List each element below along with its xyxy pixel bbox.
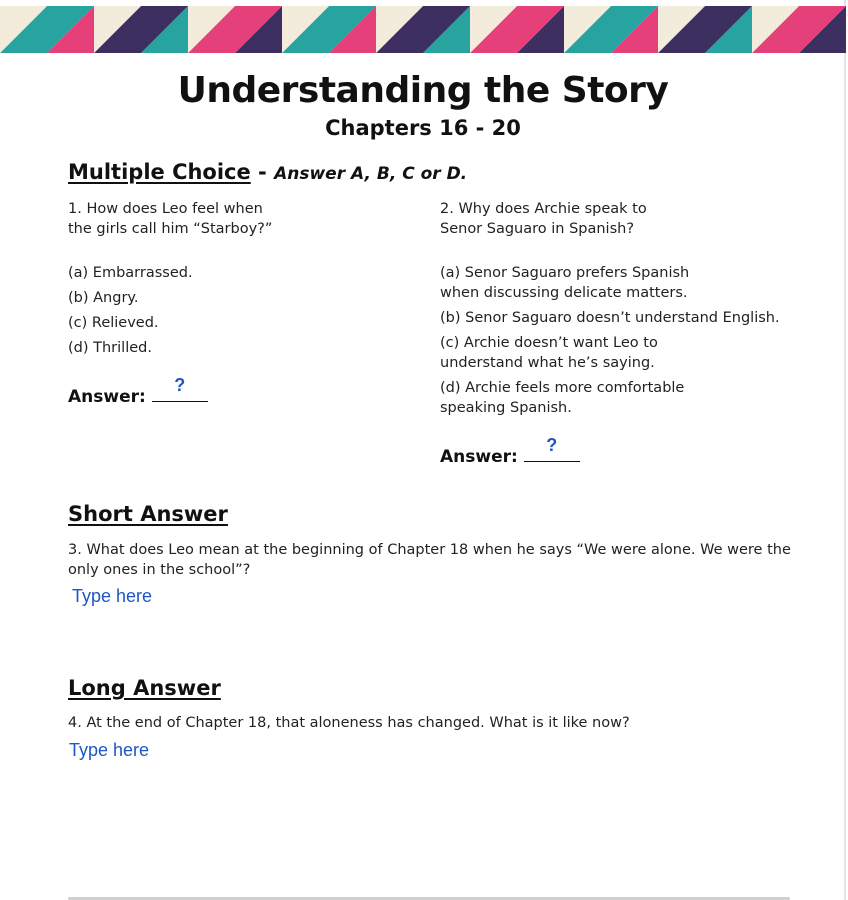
short-answer-input[interactable]: Type here bbox=[72, 586, 153, 606]
page-title: Understanding the Story bbox=[177, 70, 669, 111]
question-2-option-b: (b) Senor Saguaro doesn’t understand English. bbox=[440, 310, 780, 326]
question-2-option-a: (a) Senor Saguaro prefers Spanish when discussing delicate matters. bbox=[440, 265, 690, 301]
multiple-choice-instruction: Answer A, B, C or D. bbox=[274, 164, 468, 184]
question-3-text: 3. What does Leo mean at the beginning of Chapter 18 when he says “We were alone. We were the only ones in the school”? bbox=[68, 542, 791, 578]
question-4-text: 4. At the end of Chapter 18, that aloneness has changed. What is it like now? bbox=[68, 715, 630, 731]
question-1-option-b: (b) Angry. bbox=[68, 290, 139, 306]
question-2-answer bbox=[440, 435, 580, 467]
question-2-answer-value[interactable]: ? bbox=[546, 435, 558, 455]
question-2-text: 2. Why does Archie speak to Senor Saguaro in Spanish? bbox=[440, 201, 647, 237]
triangle-pattern bbox=[0, 6, 846, 53]
page-subtitle: Chapters 16 - 20 bbox=[325, 116, 521, 140]
answer-label: Answer: bbox=[440, 447, 518, 467]
question-1-answer-field[interactable] bbox=[152, 375, 208, 402]
multiple-choice-heading bbox=[68, 160, 467, 184]
question-1-answer bbox=[68, 375, 208, 407]
decorative-triangle-banner bbox=[0, 6, 846, 53]
long-answer-heading: Long Answer bbox=[68, 676, 221, 700]
question-2-option-c: (c) Archie doesn’t want Leo to understand what he’s saying. bbox=[440, 335, 658, 371]
question-1-answer-value[interactable]: ? bbox=[174, 375, 186, 395]
question-2-answer-field[interactable] bbox=[524, 435, 580, 462]
question-1-option-a: (a) Embarrassed. bbox=[68, 265, 193, 281]
multiple-choice-title: Multiple Choice bbox=[68, 160, 251, 184]
long-answer-input[interactable]: Type here bbox=[69, 740, 150, 760]
question-1-text: 1. How does Leo feel when the girls call him “Starboy?” bbox=[68, 201, 273, 237]
answer-label: Answer: bbox=[68, 387, 146, 407]
question-1-option-c: (c) Relieved. bbox=[68, 315, 159, 331]
short-answer-heading: Short Answer bbox=[68, 502, 228, 526]
question-1-option-d: (d) Thrilled. bbox=[68, 340, 152, 356]
question-2-option-d: (d) Archie feels more comfortable speaking Spanish. bbox=[440, 380, 685, 416]
heading-separator: - bbox=[250, 160, 275, 184]
